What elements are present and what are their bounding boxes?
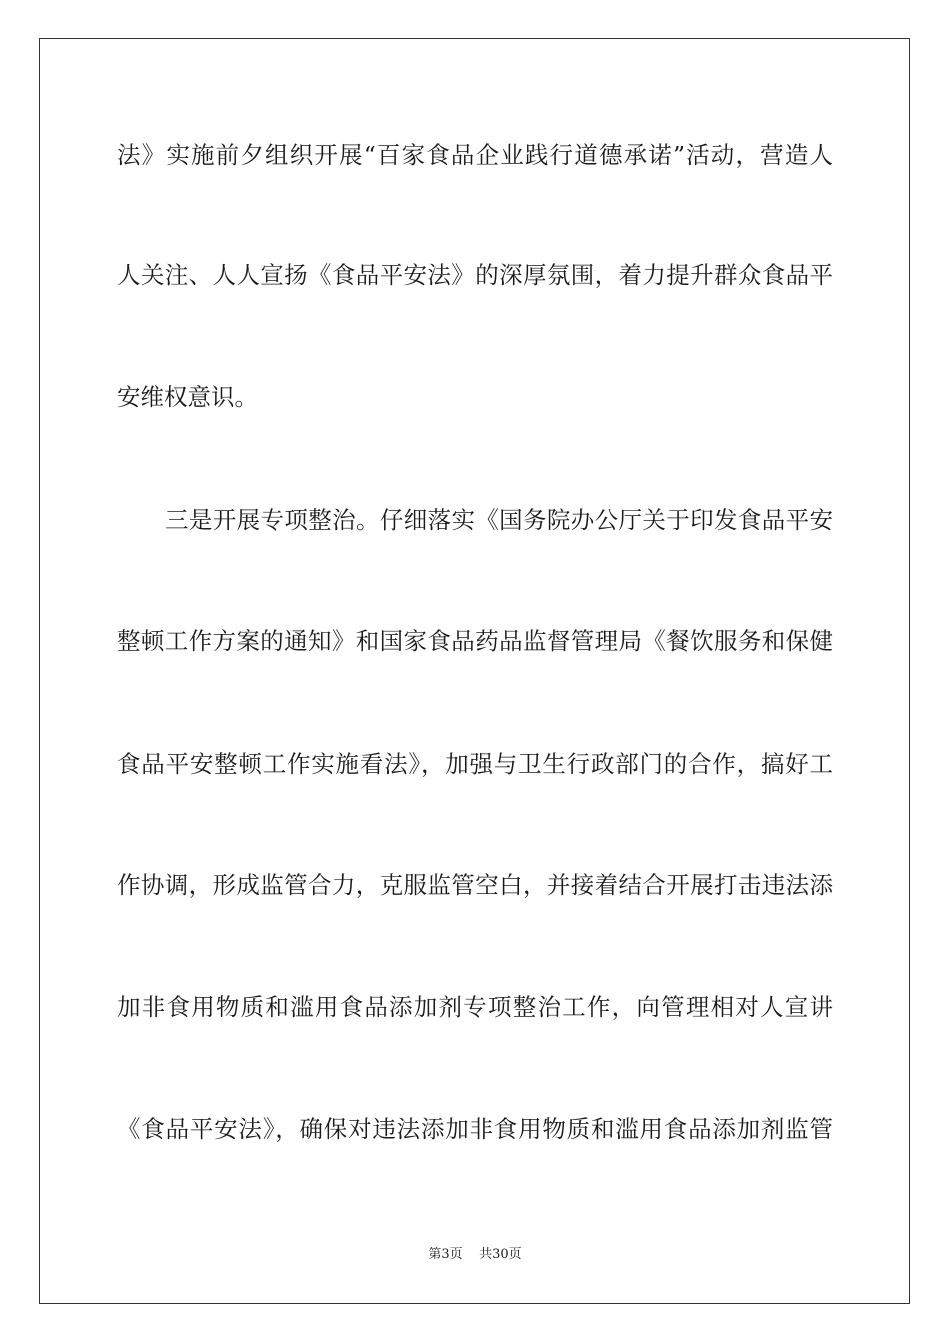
page-footer: 第3页 共30页 [428, 1247, 522, 1262]
body-line-5: 整顿工作方案的通知》和国家食品药品监督管理局《餐饮服务和保健 [117, 627, 833, 655]
body-line-9: 《食品平安法》，确保对违法添加非食用物质和滥用食品添加剂监管 [117, 1115, 833, 1143]
body-line-4: 三是开展专项整治。仔细落实《国务院办公厅关于印发食品平安 [165, 506, 833, 534]
body-line-7: 作协调，形成监管合力，克服监管空白，并接着结合开展打击违法添 [117, 871, 833, 899]
body-line-6: 食品平安整顿工作实施看法》，加强与卫生行政部门的合作，搞好工 [117, 750, 833, 778]
body-line-3: 安维权意识。 [117, 383, 258, 411]
body-line-8: 加非食用物质和滥用食品添加剂专项整治工作，向管理相对人宣讲 [117, 993, 833, 1021]
body-line-2: 人关注、人人宣扬《食品平安法》的深厚氛围，着力提升群众食品平 [117, 261, 833, 289]
body-line-1: 法》实施前夕组织开展“百家食品企业践行道德承诺”活动，营造人 [117, 141, 833, 169]
